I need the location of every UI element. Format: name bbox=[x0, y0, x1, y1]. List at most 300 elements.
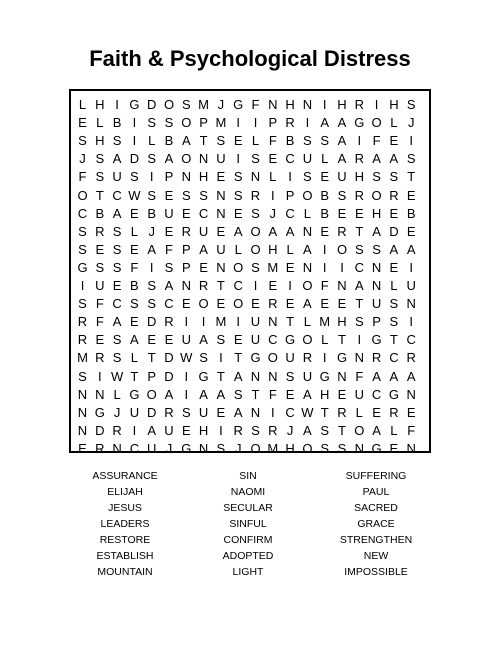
grid-letter[interactable]: L bbox=[251, 133, 260, 149]
grid-letter[interactable]: G bbox=[354, 115, 365, 131]
grid-letter[interactable]: O bbox=[336, 241, 348, 257]
grid-letter[interactable]: B bbox=[95, 205, 105, 221]
grid-letter[interactable]: R bbox=[164, 404, 174, 420]
grid-letter[interactable]: R bbox=[233, 422, 243, 438]
grid-letter[interactable]: U bbox=[198, 404, 209, 420]
grid-letter[interactable]: A bbox=[112, 314, 122, 330]
grid-letter[interactable]: S bbox=[251, 205, 260, 221]
grid-letter[interactable]: I bbox=[132, 115, 137, 131]
grid-letter[interactable]: I bbox=[340, 259, 344, 275]
grid-letter[interactable]: S bbox=[233, 187, 243, 203]
grid-letter[interactable]: F bbox=[165, 241, 173, 257]
grid-letter[interactable]: E bbox=[251, 296, 260, 312]
grid-letter[interactable]: D bbox=[129, 151, 140, 167]
grid-letter[interactable]: W bbox=[301, 404, 314, 420]
grid-letter[interactable]: R bbox=[198, 278, 209, 293]
grid-letter[interactable]: U bbox=[371, 296, 382, 312]
grid-letter[interactable]: I bbox=[322, 97, 327, 112]
grid-letter[interactable]: S bbox=[147, 115, 157, 131]
grid-letter[interactable]: I bbox=[184, 386, 189, 402]
grid-letter[interactable]: I bbox=[288, 169, 292, 185]
grid-letter[interactable]: S bbox=[147, 151, 157, 167]
grid-letter[interactable]: S bbox=[78, 296, 87, 312]
grid-letter[interactable]: O bbox=[371, 187, 382, 203]
grid-letter[interactable]: L bbox=[355, 404, 363, 420]
grid-letter[interactable]: R bbox=[268, 422, 278, 438]
grid-letter[interactable]: G bbox=[77, 259, 88, 275]
grid-letter[interactable]: I bbox=[115, 97, 119, 112]
grid-letter[interactable]: R bbox=[285, 115, 295, 131]
grid-letter[interactable]: J bbox=[165, 440, 173, 456]
grid-letter[interactable]: N bbox=[406, 296, 416, 312]
grid-letter[interactable]: E bbox=[216, 169, 226, 185]
grid-letter[interactable]: E bbox=[95, 332, 105, 348]
grid-letter[interactable]: E bbox=[233, 332, 243, 348]
grid-letter[interactable]: A bbox=[216, 386, 226, 402]
grid-letter[interactable]: G bbox=[285, 332, 296, 348]
grid-letter[interactable]: E bbox=[320, 296, 330, 312]
grid-letter[interactable]: G bbox=[129, 97, 140, 112]
grid-letter[interactable]: N bbox=[181, 169, 191, 185]
grid-letter[interactable]: O bbox=[354, 422, 365, 438]
grid-letter[interactable]: U bbox=[181, 332, 191, 348]
grid-letter[interactable]: I bbox=[322, 350, 327, 366]
grid-letter[interactable]: S bbox=[251, 422, 260, 438]
grid-letter[interactable]: I bbox=[409, 133, 413, 149]
grid-letter[interactable]: C bbox=[389, 350, 399, 366]
grid-letter[interactable]: W bbox=[110, 368, 124, 384]
grid-letter[interactable]: E bbox=[164, 332, 174, 348]
grid-letter[interactable]: U bbox=[354, 386, 364, 402]
grid-letter[interactable]: J bbox=[113, 404, 121, 420]
grid-letter[interactable]: A bbox=[372, 368, 381, 384]
grid-letter[interactable]: S bbox=[303, 169, 312, 185]
grid-letter[interactable]: C bbox=[77, 205, 88, 221]
grid-letter[interactable]: S bbox=[164, 259, 174, 275]
grid-letter[interactable]: B bbox=[130, 278, 139, 293]
letter-grid[interactable] bbox=[69, 89, 431, 456]
grid-letter[interactable]: M bbox=[215, 115, 227, 131]
grid-letter[interactable]: N bbox=[371, 259, 382, 275]
grid-letter[interactable]: H bbox=[354, 169, 364, 185]
grid-letter[interactable]: A bbox=[372, 223, 381, 239]
grid-letter[interactable]: G bbox=[371, 332, 382, 348]
grid-letter[interactable]: E bbox=[130, 241, 139, 257]
grid-letter[interactable]: E bbox=[78, 115, 87, 131]
grid-letter[interactable]: I bbox=[409, 314, 413, 330]
grid-letter[interactable]: A bbox=[337, 115, 347, 131]
grid-letter[interactable]: S bbox=[130, 296, 139, 312]
grid-letter[interactable]: A bbox=[199, 241, 208, 257]
grid-letter[interactable]: S bbox=[95, 169, 105, 185]
grid-letter[interactable]: R bbox=[250, 187, 261, 203]
grid-letter[interactable]: S bbox=[95, 259, 105, 275]
grid-letter[interactable]: U bbox=[302, 151, 313, 167]
grid-letter[interactable]: U bbox=[129, 404, 140, 420]
grid-letter[interactable]: E bbox=[268, 278, 278, 293]
grid-letter[interactable]: C bbox=[164, 296, 174, 312]
grid-letter[interactable]: T bbox=[338, 422, 346, 438]
grid-letter[interactable]: F bbox=[268, 386, 277, 402]
grid-letter[interactable]: E bbox=[285, 386, 295, 402]
grid-letter[interactable]: C bbox=[198, 205, 209, 221]
grid-letter[interactable]: P bbox=[372, 314, 381, 330]
grid-letter[interactable]: H bbox=[95, 133, 105, 149]
grid-letter[interactable]: I bbox=[288, 278, 292, 293]
grid-letter[interactable]: S bbox=[199, 350, 208, 366]
grid-letter[interactable]: S bbox=[216, 332, 226, 348]
grid-letter[interactable]: H bbox=[95, 97, 105, 112]
grid-letter[interactable]: A bbox=[337, 151, 347, 167]
grid-letter[interactable]: S bbox=[354, 241, 364, 257]
grid-letter[interactable]: E bbox=[389, 205, 399, 221]
grid-letter[interactable]: W bbox=[180, 350, 193, 366]
grid-letter[interactable]: T bbox=[355, 296, 364, 312]
grid-letter[interactable]: I bbox=[374, 97, 379, 112]
grid-letter[interactable]: J bbox=[269, 205, 277, 221]
grid-letter[interactable]: T bbox=[389, 332, 398, 348]
grid-letter[interactable]: W bbox=[128, 187, 141, 203]
grid-letter[interactable]: G bbox=[233, 97, 244, 112]
grid-letter[interactable]: N bbox=[302, 97, 313, 112]
grid-letter[interactable]: E bbox=[233, 133, 243, 149]
grid-letter[interactable]: F bbox=[130, 259, 139, 275]
grid-letter[interactable]: R bbox=[302, 350, 313, 366]
grid-letter[interactable]: I bbox=[305, 115, 310, 131]
grid-letter[interactable]: H bbox=[198, 422, 209, 438]
grid-letter[interactable]: I bbox=[357, 332, 362, 348]
grid-letter[interactable]: I bbox=[184, 368, 189, 384]
grid-letter[interactable]: R bbox=[164, 314, 174, 330]
grid-letter[interactable]: N bbox=[77, 404, 88, 420]
grid-letter[interactable]: F bbox=[95, 314, 104, 330]
grid-letter[interactable]: B bbox=[112, 115, 122, 131]
grid-letter[interactable]: G bbox=[336, 350, 348, 366]
grid-letter[interactable]: J bbox=[407, 115, 415, 131]
grid-letter[interactable]: A bbox=[147, 241, 157, 257]
grid-letter[interactable]: S bbox=[389, 314, 399, 330]
grid-letter[interactable]: A bbox=[112, 205, 122, 221]
grid-letter[interactable]: G bbox=[94, 404, 105, 420]
grid-letter[interactable]: O bbox=[233, 296, 244, 312]
grid-letter[interactable]: R bbox=[354, 151, 364, 167]
grid-letter[interactable]: I bbox=[253, 115, 258, 131]
grid-letter[interactable]: S bbox=[406, 151, 416, 167]
grid-letter[interactable]: C bbox=[354, 259, 364, 275]
grid-letter[interactable]: I bbox=[97, 368, 102, 384]
grid-letter[interactable]: P bbox=[199, 115, 208, 131]
grid-letter[interactable]: A bbox=[147, 422, 157, 438]
grid-letter[interactable]: S bbox=[354, 314, 364, 330]
grid-letter[interactable]: L bbox=[113, 386, 121, 402]
grid-letter[interactable]: L bbox=[390, 278, 398, 293]
grid-letter[interactable]: E bbox=[181, 422, 191, 438]
grid-letter[interactable]: M bbox=[267, 259, 279, 275]
grid-letter[interactable]: S bbox=[78, 133, 87, 149]
grid-letter[interactable]: S bbox=[337, 187, 347, 203]
grid-letter[interactable]: L bbox=[269, 169, 277, 185]
grid-letter[interactable]: A bbox=[164, 386, 174, 402]
grid-letter[interactable]: S bbox=[285, 368, 295, 384]
grid-letter[interactable]: D bbox=[95, 422, 105, 438]
grid-letter[interactable]: O bbox=[250, 223, 261, 239]
grid-letter[interactable]: L bbox=[234, 241, 242, 257]
grid-letter[interactable]: O bbox=[250, 440, 261, 456]
grid-letter[interactable]: S bbox=[233, 169, 243, 185]
grid-letter[interactable]: C bbox=[285, 205, 295, 221]
grid-letter[interactable]: N bbox=[302, 223, 313, 239]
grid-letter[interactable]: F bbox=[407, 422, 416, 438]
grid-letter[interactable]: T bbox=[216, 368, 225, 384]
grid-letter[interactable]: S bbox=[112, 241, 122, 257]
grid-letter[interactable]: I bbox=[149, 169, 154, 185]
grid-letter[interactable]: N bbox=[250, 368, 261, 384]
grid-letter[interactable]: N bbox=[95, 386, 105, 402]
grid-letter[interactable]: S bbox=[216, 440, 226, 456]
grid-letter[interactable]: E bbox=[337, 205, 347, 221]
grid-letter[interactable]: N bbox=[216, 205, 226, 221]
grid-letter[interactable]: A bbox=[181, 133, 191, 149]
grid-letter[interactable]: A bbox=[303, 386, 312, 402]
grid-letter[interactable]: S bbox=[372, 241, 381, 257]
grid-letter[interactable]: B bbox=[406, 205, 416, 221]
grid-letter[interactable]: A bbox=[233, 368, 243, 384]
grid-letter[interactable]: M bbox=[319, 314, 331, 330]
grid-letter[interactable]: U bbox=[164, 205, 174, 221]
grid-letter[interactable]: E bbox=[389, 133, 399, 149]
grid-letter[interactable]: T bbox=[407, 169, 416, 185]
grid-letter[interactable]: D bbox=[389, 223, 399, 239]
grid-letter[interactable]: L bbox=[390, 115, 398, 131]
grid-letter[interactable]: I bbox=[201, 314, 206, 330]
grid-letter[interactable]: N bbox=[216, 187, 226, 203]
grid-letter[interactable]: U bbox=[216, 241, 226, 257]
grid-letter[interactable]: E bbox=[320, 223, 330, 239]
grid-letter[interactable]: R bbox=[77, 332, 88, 348]
grid-letter[interactable]: A bbox=[337, 133, 347, 149]
grid-letter[interactable]: A bbox=[233, 404, 243, 420]
grid-letter[interactable]: I bbox=[236, 151, 240, 167]
grid-letter[interactable]: N bbox=[337, 278, 347, 293]
grid-letter[interactable]: S bbox=[389, 169, 399, 185]
grid-letter[interactable]: E bbox=[78, 440, 87, 456]
grid-letter[interactable]: C bbox=[129, 440, 140, 456]
grid-letter[interactable]: R bbox=[371, 350, 382, 366]
grid-letter[interactable]: U bbox=[112, 169, 122, 185]
grid-letter[interactable]: B bbox=[320, 187, 330, 203]
grid-letter[interactable]: E bbox=[164, 187, 174, 203]
grid-letter[interactable]: A bbox=[354, 278, 364, 293]
grid-letter[interactable]: A bbox=[320, 115, 330, 131]
grid-letter[interactable]: A bbox=[199, 386, 208, 402]
grid-letter[interactable]: S bbox=[181, 187, 191, 203]
grid-letter[interactable]: C bbox=[371, 386, 382, 402]
grid-letter[interactable]: O bbox=[181, 115, 192, 131]
grid-letter[interactable]: S bbox=[147, 278, 157, 293]
grid-letter[interactable]: N bbox=[216, 259, 226, 275]
grid-letter[interactable]: P bbox=[181, 259, 191, 275]
grid-letter[interactable]: F bbox=[355, 368, 364, 384]
grid-letter[interactable]: U bbox=[302, 368, 313, 384]
grid-letter[interactable]: T bbox=[95, 187, 104, 203]
grid-letter[interactable]: G bbox=[181, 440, 192, 456]
grid-letter[interactable]: O bbox=[233, 259, 244, 275]
grid-letter[interactable]: S bbox=[233, 386, 243, 402]
grid-letter[interactable]: T bbox=[234, 350, 243, 366]
grid-letter[interactable]: I bbox=[253, 278, 258, 293]
grid-letter[interactable]: O bbox=[302, 332, 313, 348]
grid-letter[interactable]: C bbox=[268, 332, 278, 348]
grid-letter[interactable]: I bbox=[219, 422, 223, 438]
grid-letter[interactable]: R bbox=[389, 404, 399, 420]
grid-letter[interactable]: S bbox=[372, 169, 381, 185]
grid-letter[interactable]: U bbox=[198, 223, 209, 239]
grid-letter[interactable]: G bbox=[371, 440, 382, 456]
grid-letter[interactable]: E bbox=[199, 259, 208, 275]
grid-letter[interactable]: R bbox=[268, 296, 278, 312]
grid-letter[interactable]: N bbox=[77, 386, 88, 402]
grid-letter[interactable]: U bbox=[285, 350, 295, 366]
grid-letter[interactable]: E bbox=[320, 169, 330, 185]
grid-letter[interactable]: N bbox=[181, 278, 191, 293]
grid-letter[interactable]: U bbox=[250, 332, 261, 348]
grid-letter[interactable]: N bbox=[354, 350, 364, 366]
grid-letter[interactable]: I bbox=[322, 241, 327, 257]
grid-letter[interactable]: F bbox=[372, 133, 381, 149]
grid-letter[interactable]: B bbox=[147, 205, 157, 221]
grid-letter[interactable]: O bbox=[302, 278, 313, 293]
grid-letter[interactable]: M bbox=[198, 97, 210, 112]
grid-letter[interactable]: A bbox=[406, 241, 416, 257]
grid-letter[interactable]: S bbox=[112, 350, 122, 366]
grid-letter[interactable]: E bbox=[164, 223, 174, 239]
grid-letter[interactable]: I bbox=[409, 259, 413, 275]
grid-letter[interactable]: C bbox=[233, 278, 243, 293]
grid-letter[interactable]: G bbox=[250, 350, 261, 366]
grid-letter[interactable]: E bbox=[285, 259, 295, 275]
grid-letter[interactable]: R bbox=[389, 187, 399, 203]
grid-letter[interactable]: T bbox=[338, 332, 346, 348]
grid-letter[interactable]: S bbox=[320, 422, 330, 438]
grid-letter[interactable]: H bbox=[371, 205, 382, 221]
grid-letter[interactable]: N bbox=[268, 97, 278, 112]
grid-letter[interactable]: I bbox=[132, 422, 137, 438]
grid-letter[interactable]: E bbox=[181, 296, 191, 312]
grid-letter[interactable]: G bbox=[129, 386, 140, 402]
grid-letter[interactable]: E bbox=[181, 205, 191, 221]
grid-letter[interactable]: P bbox=[285, 187, 295, 203]
grid-letter[interactable]: O bbox=[250, 241, 261, 257]
grid-letter[interactable]: E bbox=[130, 314, 139, 330]
grid-letter[interactable]: T bbox=[355, 223, 364, 239]
grid-letter[interactable]: C bbox=[285, 404, 295, 420]
grid-letter[interactable]: A bbox=[389, 368, 399, 384]
grid-letter[interactable]: C bbox=[112, 296, 122, 312]
grid-letter[interactable]: L bbox=[321, 151, 329, 167]
grid-letter[interactable]: E bbox=[406, 223, 416, 239]
grid-letter[interactable]: E bbox=[147, 332, 157, 348]
grid-letter[interactable]: O bbox=[267, 350, 278, 366]
grid-letter[interactable]: H bbox=[337, 314, 347, 330]
grid-letter[interactable]: A bbox=[164, 151, 174, 167]
grid-letter[interactable]: N bbox=[406, 440, 416, 456]
grid-letter[interactable]: A bbox=[372, 422, 381, 438]
grid-letter[interactable]: T bbox=[199, 133, 208, 149]
grid-letter[interactable]: S bbox=[147, 296, 157, 312]
grid-letter[interactable]: E bbox=[268, 151, 278, 167]
grid-letter[interactable]: G bbox=[319, 368, 330, 384]
grid-letter[interactable]: A bbox=[303, 422, 312, 438]
grid-letter[interactable]: I bbox=[132, 133, 137, 149]
grid-letter[interactable]: S bbox=[112, 223, 122, 239]
grid-letter[interactable]: E bbox=[389, 440, 399, 456]
grid-letter[interactable]: N bbox=[354, 440, 364, 456]
grid-letter[interactable]: A bbox=[372, 151, 381, 167]
grid-letter[interactable]: U bbox=[95, 278, 105, 293]
grid-letter[interactable]: D bbox=[164, 368, 174, 384]
grid-letter[interactable]: H bbox=[337, 97, 347, 112]
grid-letter[interactable]: S bbox=[181, 404, 191, 420]
grid-letter[interactable]: N bbox=[371, 278, 382, 293]
grid-letter[interactable]: A bbox=[199, 332, 208, 348]
grid-letter[interactable]: A bbox=[285, 223, 295, 239]
grid-letter[interactable]: L bbox=[96, 115, 104, 131]
grid-letter[interactable]: B bbox=[164, 133, 174, 149]
grid-letter[interactable]: P bbox=[164, 169, 174, 185]
grid-letter[interactable]: E bbox=[216, 223, 226, 239]
grid-letter[interactable]: E bbox=[216, 404, 226, 420]
grid-letter[interactable]: E bbox=[112, 278, 122, 293]
grid-letter[interactable]: C bbox=[112, 187, 122, 203]
grid-letter[interactable]: O bbox=[198, 296, 209, 312]
grid-letter[interactable]: B bbox=[320, 205, 330, 221]
grid-letter[interactable]: A bbox=[268, 223, 278, 239]
grid-letter[interactable]: R bbox=[354, 187, 364, 203]
grid-letter[interactable]: R bbox=[337, 223, 347, 239]
grid-letter[interactable]: N bbox=[337, 368, 347, 384]
grid-letter[interactable]: L bbox=[286, 241, 294, 257]
grid-letter[interactable]: E bbox=[337, 296, 347, 312]
grid-letter[interactable]: I bbox=[184, 314, 189, 330]
grid-letter[interactable]: S bbox=[78, 241, 87, 257]
grid-letter[interactable]: E bbox=[285, 296, 295, 312]
grid-letter[interactable]: D bbox=[146, 404, 157, 420]
grid-letter[interactable]: O bbox=[302, 440, 313, 456]
grid-letter[interactable]: E bbox=[337, 386, 347, 402]
grid-letter[interactable]: I bbox=[270, 187, 275, 203]
grid-letter[interactable]: H bbox=[285, 440, 295, 456]
grid-letter[interactable]: D bbox=[146, 97, 157, 112]
grid-letter[interactable]: N bbox=[268, 368, 278, 384]
grid-letter[interactable]: H bbox=[319, 386, 330, 402]
grid-letter[interactable]: S bbox=[389, 296, 399, 312]
grid-letter[interactable]: O bbox=[163, 97, 175, 112]
grid-letter[interactable]: R bbox=[181, 223, 191, 239]
grid-letter[interactable]: G bbox=[388, 386, 399, 402]
grid-letter[interactable]: C bbox=[406, 332, 416, 348]
grid-letter[interactable]: L bbox=[390, 422, 398, 438]
grid-letter[interactable]: J bbox=[286, 422, 294, 438]
grid-letter[interactable]: A bbox=[389, 241, 399, 257]
grid-letter[interactable]: O bbox=[371, 115, 382, 131]
grid-letter[interactable]: U bbox=[337, 169, 347, 185]
grid-letter[interactable]: A bbox=[389, 151, 399, 167]
grid-letter[interactable]: E bbox=[354, 205, 364, 221]
grid-letter[interactable]: R bbox=[112, 422, 122, 438]
grid-letter[interactable]: S bbox=[303, 133, 312, 149]
grid-letter[interactable]: L bbox=[130, 350, 138, 366]
grid-letter[interactable]: U bbox=[250, 314, 261, 330]
